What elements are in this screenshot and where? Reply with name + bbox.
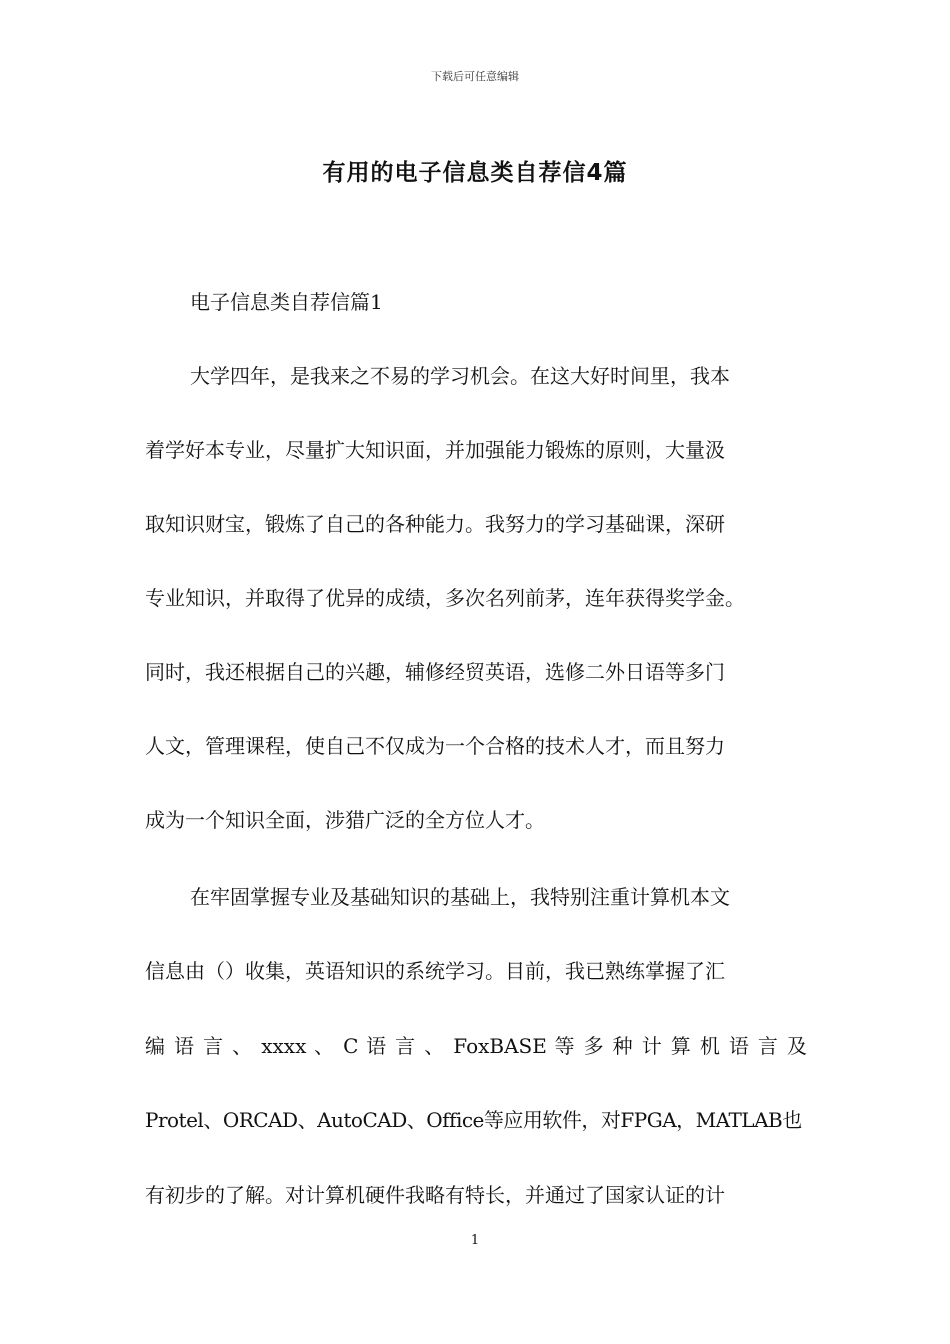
paragraph-line: 取知识财宝，锻炼了自己的各种能力。我努力的学习基础课，深研 xyxy=(145,512,725,536)
paragraph-line: 专业知识，并取得了优异的成绩，多次名列前茅，连年获得奖学金。 xyxy=(145,586,745,610)
section-heading: 电子信息类自荐信篇1 xyxy=(190,290,383,314)
paragraph-line: 编 语 言 、 xxxx 、 C 语 言 、 FoxBASE 等 多 种 计 算 机 语 言 及 xyxy=(145,1034,807,1058)
paragraph-line: 大学四年，是我来之不易的学习机会。在这大好时间里，我本 xyxy=(190,364,730,388)
document-title: 有用的电子信息类自荐信4篇 xyxy=(322,160,628,186)
paragraph-line: 成为一个知识全面，涉猎广泛的全方位人才。 xyxy=(145,808,545,832)
paragraph-line: 在牢固掌握专业及基础知识的基础上，我特别注重计算机本文 xyxy=(190,885,730,909)
header-note: 下载后可任意编辑 xyxy=(431,70,519,83)
paragraph-line: 着学好本专业，尽量扩大知识面，并加强能力锻炼的原则，大量汲 xyxy=(145,438,725,462)
paragraph-line: 有初步的了解。对计算机硬件我略有特长，并通过了国家认证的计 xyxy=(145,1183,725,1207)
paragraph-line: 人文，管理课程，使自己不仅成为一个合格的技术人才，而且努力 xyxy=(145,734,725,758)
paragraph-line: Protel、ORCAD、AutoCAD、Office等应用软件，对FPGA，MATLAB也 xyxy=(145,1108,802,1132)
paragraph-line: 信息由（）收集，英语知识的系统学习。目前，我已熟练掌握了汇 xyxy=(145,959,725,983)
page-number: 1 xyxy=(470,1233,480,1248)
paragraph-line: 同时，我还根据自己的兴趣，辅修经贸英语，选修二外日语等多门 xyxy=(145,660,725,684)
